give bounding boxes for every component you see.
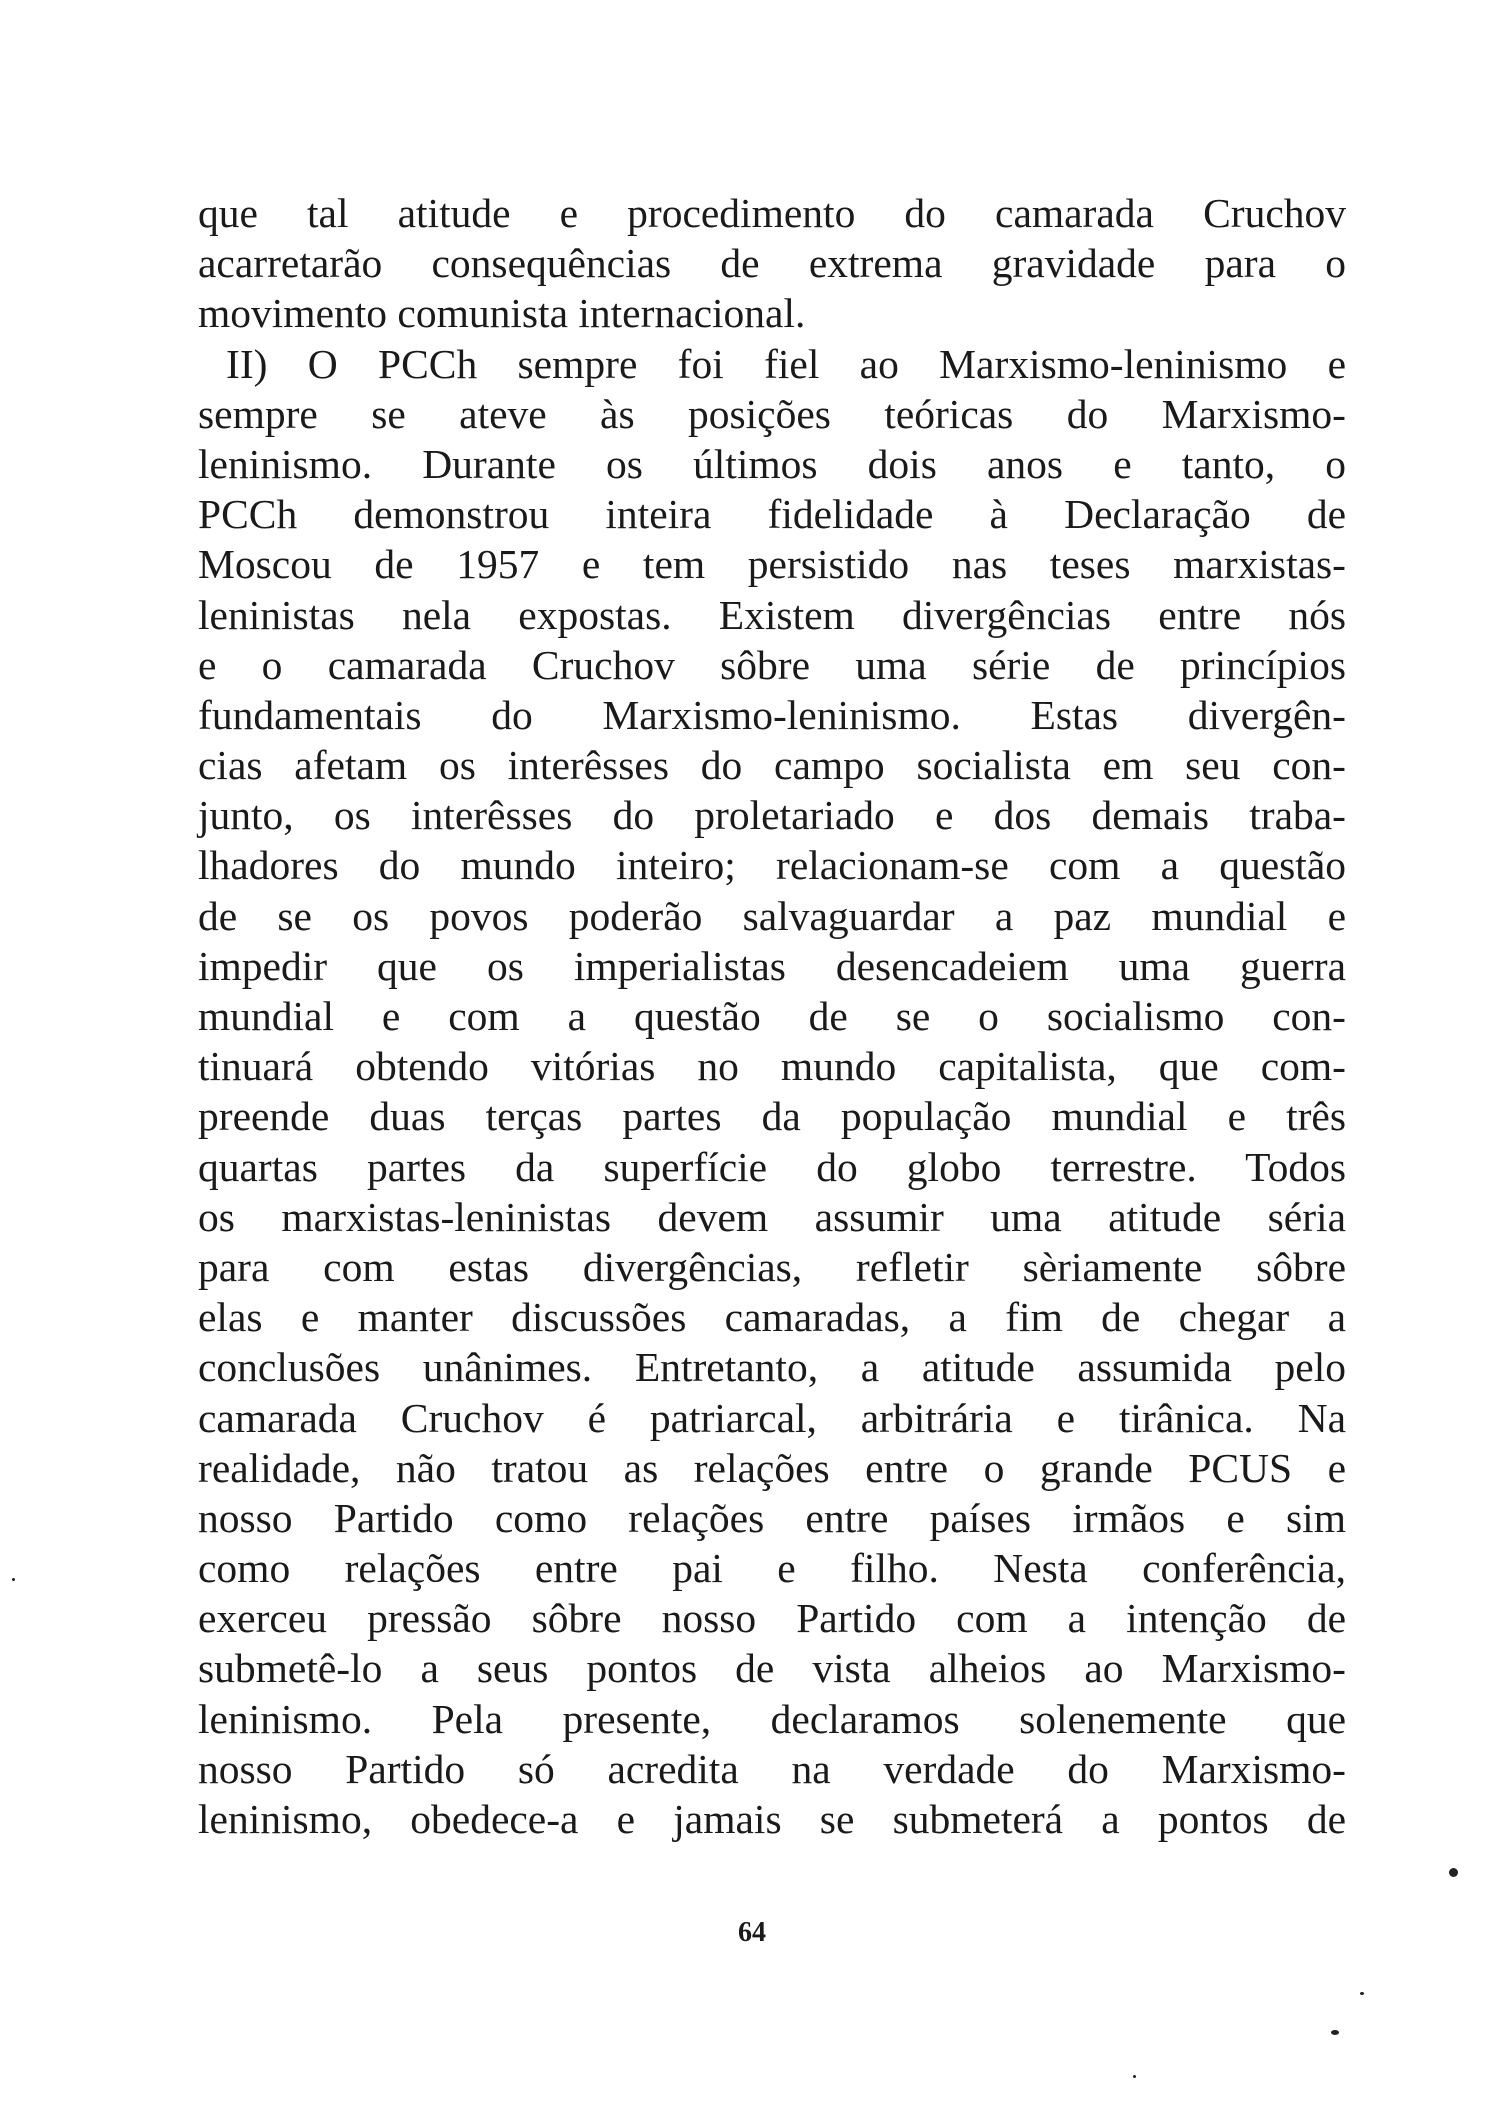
body-text bbox=[198, 188, 1346, 1844]
text-line: II) O PCCh sempre foi fiel ao Marxismo-leninismo e bbox=[226, 340, 1346, 387]
text-line: tinuará obtendo vitórias no mundo capitalista, que com- bbox=[198, 1043, 1346, 1090]
text-line: lhadores do mundo inteiro; relacionam-se com a questão bbox=[198, 842, 1346, 889]
text-line: leninismo, obedece-a e jamais se submeterá a pontos de bbox=[198, 1796, 1346, 1842]
scan-speck bbox=[12, 1578, 15, 1581]
text-line: para com estas divergências, refletir sèriamente sôbre bbox=[198, 1243, 1346, 1290]
text-line: nosso Partido só acredita na verdade do Marxismo- bbox=[198, 1745, 1346, 1792]
text-line: cias afetam os interêsses do campo socialista em seu con- bbox=[198, 742, 1346, 789]
text-line: movimento comunista internacional. bbox=[198, 290, 806, 337]
scan-speck bbox=[1360, 1992, 1364, 1995]
text-line: PCCh demonstrou inteira fidelidade à Declaração de bbox=[198, 491, 1346, 538]
text-line: leninistas nela expostas. Existem divergências entre nós bbox=[198, 591, 1346, 638]
text-line: camarada Cruchov é patriarcal, arbitrária e tirânica. Na bbox=[198, 1394, 1346, 1441]
text-line: de se os povos poderão salvaguardar a paz mundial e bbox=[198, 892, 1346, 939]
text-line: sempre se ateve às posições teóricas do Marxismo- bbox=[198, 390, 1346, 437]
scan-speck bbox=[1133, 2075, 1136, 2078]
text-line: exerceu pressão sôbre nosso Partido com a intenção de bbox=[198, 1595, 1346, 1642]
text-line: leninismo. Durante os últimos dois anos e tanto, o bbox=[198, 440, 1346, 487]
text-line: Moscou de 1957 e tem persistido nas teses marxistas- bbox=[198, 541, 1346, 588]
text-line: nosso Partido como relações entre países irmãos e sim bbox=[198, 1494, 1346, 1541]
text-line: conclusões unânimes. Entretanto, a atitude assumida pelo bbox=[198, 1344, 1346, 1391]
text-line: os marxistas-leninistas devem assumir uma atitude séria bbox=[198, 1193, 1346, 1240]
text-line: quartas partes da superfície do globo terrestre. Todos bbox=[198, 1143, 1346, 1190]
text-line: submetê-lo a seus pontos de vista alheios ao Marxismo- bbox=[198, 1645, 1346, 1692]
text-line: preende duas terças partes da população mundial e três bbox=[198, 1093, 1346, 1140]
scan-speck bbox=[1449, 1868, 1458, 1877]
text-line: acarretarão consequências de extrema gravidade para o bbox=[198, 240, 1346, 287]
text-line: impedir que os imperialistas desencadeiem uma guerra bbox=[198, 942, 1346, 989]
text-line: mundial e com a questão de se o socialismo con- bbox=[198, 993, 1346, 1039]
text-line: que tal atitude e procedimento do camarada Cruchov bbox=[198, 190, 1346, 236]
text-line: como relações entre pai e filho. Nesta conferência, bbox=[198, 1545, 1346, 1592]
text-line: e o camarada Cruchov sôbre uma série de princípios bbox=[198, 641, 1346, 688]
text-line: realidade, não tratou as relações entre o grande PCUS e bbox=[198, 1444, 1346, 1491]
text-line: junto, os interêsses do proletariado e dos demais traba- bbox=[198, 792, 1346, 839]
text-line: fundamentais do Marxismo-leninismo. Estas divergên- bbox=[198, 691, 1346, 738]
scan-speck bbox=[1331, 2030, 1339, 2035]
text-line: elas e manter discussões camaradas, a fim de chegar a bbox=[198, 1294, 1346, 1341]
page-number: 64 bbox=[738, 1917, 766, 1948]
text-line: leninismo. Pela presente, declaramos solenemente que bbox=[198, 1695, 1346, 1742]
